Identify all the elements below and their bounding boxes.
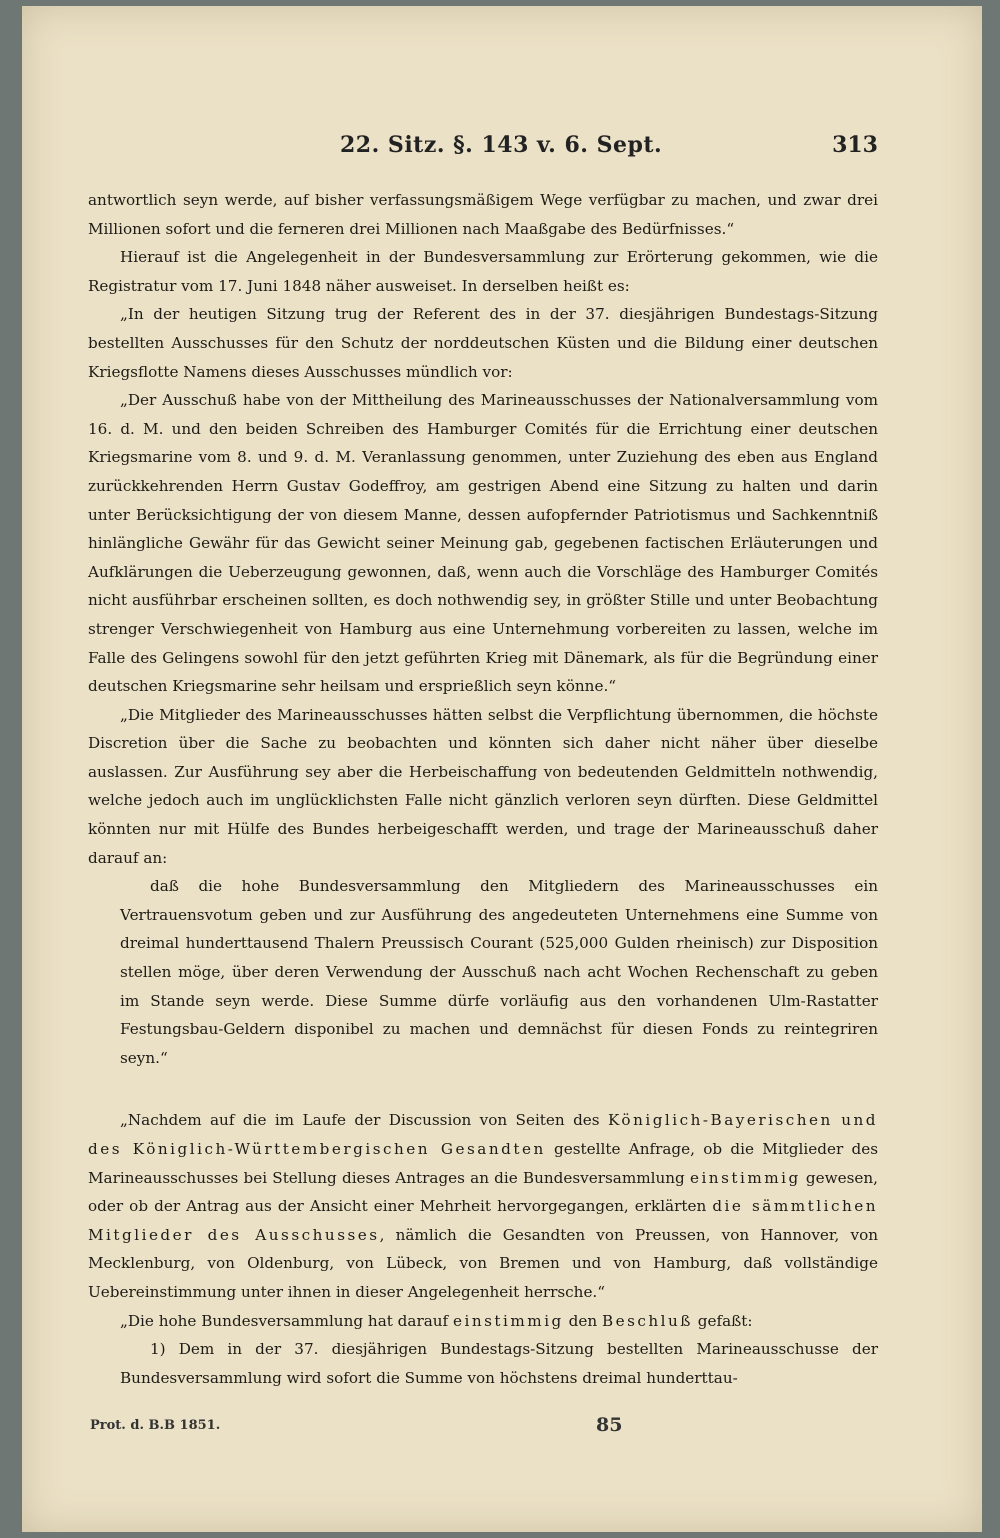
paragraph-9-resolution: 1) Dem in der 37. diesjährigen Bundestags-Sitzung bestellten Marineausschusse der Bundesversammlung wird sofort die Summe von höchstens dreimal hunderttau- — [120, 1340, 878, 1387]
spaced-text: Beschluß — [601, 1311, 693, 1330]
text-run: gestellte Anfrage, ob die Mitglieder des Marineausschusses bei Stellung dieses Antrages an die Bundesversammlung — [88, 1140, 879, 1187]
paragraph-8 — [88, 1307, 878, 1336]
page-number: 313 — [832, 132, 878, 158]
spaced-text: einstimmig — [453, 1311, 564, 1330]
header-title: 22. Sitz. §. 143 v. 6. Sept. — [340, 132, 663, 158]
body-text — [88, 186, 878, 1392]
text-run: „Nachdem auf die im Laufe der Discussion von Seiten des — [120, 1111, 608, 1130]
spaced-text: einstimmig — [689, 1168, 801, 1187]
footer-protocol-ref: Prot. d. B.B 1851. — [90, 1418, 221, 1433]
page-footer — [22, 1414, 982, 1448]
text-run — [833, 1111, 841, 1129]
paragraph-4: „Der Ausschuß habe von der Mittheilung des Marineausschusses der Nationalversammlung vom 16. d. M. und den beiden Schreiben des Hamburger Comités für die Errichtung einer deutschen Kriegsmarine vom 8. und 9. d. M. Veranlassung genommen, unter Zuziehung des eben aus England zurückkehrenden Herrn Gustav Godeffroy, am gestrigen Abend eine Sitzung zu halten und darin unter Berücksichtigung der von diesem Manne, dessen aufopfernder Patriotismus und Sachkenntniß hinlängliche Gewähr für das Gewicht seiner Meinung gab, gegebenen factischen Erläuterungen und Aufklärungen die Ueberzeugung gewonnen, daß, wenn auch die Vorschläge des Hamburger Comités nicht ausführbar erscheinen sollten, es doch nothwendig sey, in größter Stille und unter Beobachtung strenger Verschwiegenheit von Hamburg aus eine Unternehmung vorbereiten zu lassen, welche im Falle des Gelingens sowohl für den jetzt geführten Krieg mit Dänemark, als für die Begründung einer deutschen Kriegsmarine sehr heilsam und ersprießlich seyn könne.“ — [88, 391, 878, 696]
running-header — [22, 132, 982, 168]
text-run: „Die hohe Bundesversammlung hat darauf — [120, 1311, 454, 1330]
paragraph-7 — [88, 1106, 878, 1306]
paragraph-2: Hierauf ist die Angelegenheit in der Bundesversammlung zur Erörterung gekommen, wie die Registratur vom 17. Juni 1848 näher ausweiset. In derselben heißt es: — [88, 248, 878, 295]
spaced-text: die sämmtlichen Mitglieder des Ausschusses — [88, 1197, 878, 1244]
paragraph-6-motion: daß die hohe Bundesversammlung den Mitgliedern des Marineausschusses ein Vertrauensvotum geben und zur Ausführung des angedeuteten Unternehmens eine Summe von dreimal hunderttausend Thalern Preussisch Courant (525,000 Gulden rheinisch) zur Disposition stellen möge, über deren Verwendung der Ausschuß nach acht Wochen Rechenschaft zu geben im Stande seyn werde. Diese Summe dürfe vorläufig aus den vorhandenen Ulm-Rastatter Festungsbau-Geldern disponibel zu machen und demnächst für diesen Fonds zu reintegriren seyn.“ — [120, 877, 878, 1067]
paragraph-3: „In der heutigen Sitzung trug der Referent des in der 37. diesjährigen Bundestags-Sitzung bestellten Ausschusses für den Schutz der norddeutschen Küsten und die Bildung einer deutschen Kriegsflotte Namens dieses Ausschusses mündlich vor: — [88, 305, 878, 381]
text-run: , nämlich die Gesandten von Preussen, von Hannover, von Mecklenburg, von Oldenburg, von Lübeck, von Bremen und von Hamburg, daß vollständige Uebereinstimmung unter ihnen in dieser Angelegenheit herrsche.“ — [88, 1225, 879, 1301]
document-page — [22, 6, 982, 1532]
paragraph-5: „Die Mitglieder des Marineausschusses hätten selbst die Verpflichtung übernommen, die höchste Discretion über die Sache zu beobachten und könnten sich daher nicht näher über dieselbe auslassen. Zur Ausführung sey aber die Herbeischaffung von bedeutenden Geldmitteln nothwendig, welche jedoch auch im unglücklichsten Falle nicht gänzlich verloren seyn dürften. Diese Geldmittel könnten nur mit Hülfe des Bundes herbeigeschafft werden, und trage der Marineausschuß daher darauf an: — [88, 705, 878, 867]
paragraph-1: antwortlich seyn werde, auf bisher verfassungsmäßigem Wege verfügbar zu machen, und zwar drei Millionen sofort und die ferneren drei Millionen nach Maaßgabe des Bedürfnisses.“ — [88, 191, 878, 238]
footer-signature-number: 85 — [596, 1414, 623, 1436]
text-run: gefaßt: — [692, 1311, 753, 1330]
text-run: gewesen, oder ob der Antrag aus der Ansicht einer Mehrheit hervorgegangen, erklärten — [88, 1168, 878, 1216]
spaced-text: und des Königlich-Württembergischen Gesandten — [88, 1111, 879, 1158]
text-run: den — [563, 1311, 602, 1330]
spaced-text: Königlich-Bayerischen — [607, 1111, 833, 1130]
